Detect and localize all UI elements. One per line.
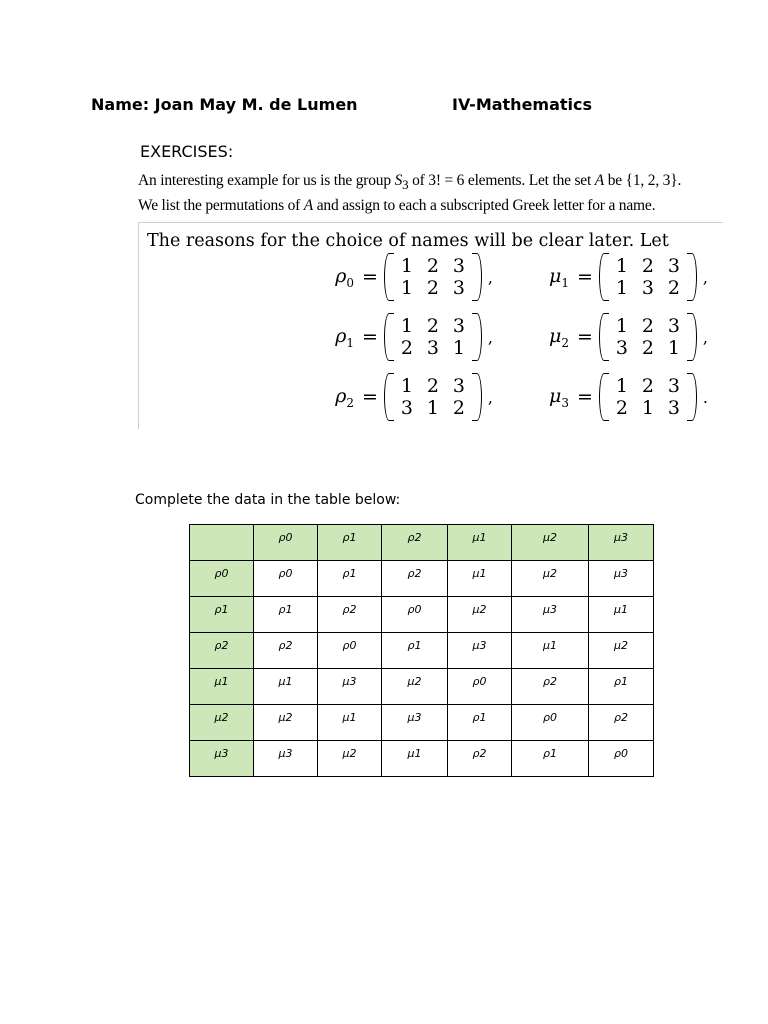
matrix-entry: 1 (400, 375, 413, 397)
table-cell: ρ1 (589, 669, 654, 705)
matrix-top-row (609, 375, 687, 397)
table-cell: ρ1 (318, 561, 382, 597)
matrix-entry: 1 (400, 277, 413, 299)
matrix-entry: 1 (641, 397, 654, 419)
matrix-entry: 3 (667, 375, 680, 397)
permutation-mu3 (519, 375, 708, 419)
table-cell: μ1 (512, 633, 589, 669)
permutation-matrix (599, 375, 697, 419)
matrix-entry: 3 (452, 315, 465, 337)
permutation-rho1 (304, 315, 493, 359)
permutation-symbol: $\rho_0$ (335, 264, 354, 290)
table-cell: μ3 (589, 561, 654, 597)
matrix-entry: 1 (615, 375, 628, 397)
table-cell: μ1 (254, 669, 318, 705)
permutations-excerpt (138, 222, 723, 429)
intro-paragraph (138, 170, 728, 216)
permutation-symbol: $\rho_1$ (335, 324, 354, 350)
excerpt-lead-text: The reasons for the choice of names will be clear later. Let (147, 231, 669, 251)
matrix-entry: 2 (426, 255, 439, 277)
table-cell: ρ1 (448, 705, 512, 741)
matrix-entry: 2 (426, 315, 439, 337)
permutation-symbol: $\mu_1$ (549, 264, 569, 290)
punctuation: , (487, 268, 494, 287)
matrix-bottom-row (609, 277, 687, 299)
matrix-entry: 3 (452, 375, 465, 397)
matrix-top-row (394, 255, 472, 277)
table-cell: μ2 (382, 669, 448, 705)
table-instruction: Complete the data in the table below: (135, 492, 401, 508)
table-cell: ρ2 (254, 633, 318, 669)
equals-sign: = (577, 266, 593, 288)
punctuation: . (702, 388, 709, 407)
permutation-symbol: $\mu_2$ (549, 324, 569, 350)
matrix-entry: 2 (452, 397, 465, 419)
matrix-entry: 3 (452, 255, 465, 277)
cayley-table (189, 524, 654, 777)
table-cell: ρ1 (512, 741, 589, 777)
matrix-entry: 1 (615, 315, 628, 337)
matrix-entry: 2 (667, 277, 680, 299)
permutation-mu2 (519, 315, 708, 359)
matrix-bottom-row (394, 337, 472, 359)
table-row (190, 561, 654, 597)
column-header: ρ2 (382, 525, 448, 561)
punctuation: , (487, 328, 494, 347)
matrix-entry: 3 (667, 255, 680, 277)
equals-sign: = (577, 326, 593, 348)
matrix-entry: 2 (641, 375, 654, 397)
matrix-entry: 1 (615, 255, 628, 277)
table-cell: μ3 (448, 633, 512, 669)
equals-sign: = (362, 386, 378, 408)
table-cell: μ1 (318, 705, 382, 741)
table-cell: ρ1 (382, 633, 448, 669)
student-name: Name: Joan May M. de Lumen (91, 95, 358, 114)
table-cell: μ2 (512, 561, 589, 597)
permutation-rho0 (304, 255, 493, 299)
column-header: μ3 (589, 525, 654, 561)
corner-cell (190, 525, 254, 561)
equals-sign: = (362, 326, 378, 348)
matrix-bottom-row (609, 397, 687, 419)
table-cell: ρ0 (318, 633, 382, 669)
table-row (190, 597, 654, 633)
table-cell: ρ0 (254, 561, 318, 597)
column-header: ρ0 (254, 525, 318, 561)
exercises-heading: EXERCISES: (140, 142, 234, 161)
intro-line-1: An interesting example for us is the group $S_3$ of 3! = 6 elements. Let the set A be {1, 2, 3}. (138, 172, 682, 193)
permutation-matrix (384, 375, 482, 419)
permutation-symbol: $\mu_3$ (549, 384, 569, 410)
intro-line-2: We list the permutations of A and assign to each a subscripted Greek letter for a name. (138, 197, 656, 215)
table-cell: μ3 (318, 669, 382, 705)
table-cell: ρ1 (254, 597, 318, 633)
column-header: μ1 (448, 525, 512, 561)
permutation-rho2 (304, 375, 493, 419)
table-row (190, 633, 654, 669)
table-cell: μ3 (254, 741, 318, 777)
matrix-entry: 1 (452, 337, 465, 359)
matrix-entry: 2 (426, 277, 439, 299)
matrix-bottom-row (394, 397, 472, 419)
matrix-entry: 3 (667, 315, 680, 337)
punctuation: , (487, 388, 494, 407)
table-header-row (190, 525, 654, 561)
table-row (190, 705, 654, 741)
punctuation: , (702, 268, 709, 287)
column-header: μ2 (512, 525, 589, 561)
equals-sign: = (577, 386, 593, 408)
table-cell: ρ0 (448, 669, 512, 705)
table-cell: ρ0 (512, 705, 589, 741)
table-cell: μ3 (382, 705, 448, 741)
table-cell: μ1 (382, 741, 448, 777)
matrix-entry: 3 (641, 277, 654, 299)
equals-sign: = (362, 266, 378, 288)
matrix-entry: 3 (452, 277, 465, 299)
table-cell: ρ2 (448, 741, 512, 777)
class-section: IV-Mathematics (452, 95, 593, 114)
table-cell: μ3 (512, 597, 589, 633)
table-cell: ρ2 (512, 669, 589, 705)
matrix-entry: 2 (426, 375, 439, 397)
row-header: μ2 (190, 705, 254, 741)
row-header: ρ1 (190, 597, 254, 633)
permutation-matrix (599, 315, 697, 359)
permutation-symbol: $\rho_2$ (335, 384, 354, 410)
permutation-matrix (384, 255, 482, 299)
matrix-entry: 1 (400, 315, 413, 337)
matrix-entry: 2 (400, 337, 413, 359)
column-header: ρ1 (318, 525, 382, 561)
matrix-entry: 2 (641, 255, 654, 277)
permutation-matrix (599, 255, 697, 299)
table-cell: μ2 (589, 633, 654, 669)
matrix-entry: 3 (667, 397, 680, 419)
table-row (190, 669, 654, 705)
row-header: ρ0 (190, 561, 254, 597)
table-cell: ρ0 (382, 597, 448, 633)
table-row (190, 741, 654, 777)
table-cell: ρ2 (318, 597, 382, 633)
matrix-top-row (394, 375, 472, 397)
permutation-mu1 (519, 255, 708, 299)
table-cell: μ2 (448, 597, 512, 633)
matrix-top-row (609, 315, 687, 337)
matrix-entry: 1 (426, 397, 439, 419)
table-cell: μ2 (254, 705, 318, 741)
matrix-entry: 1 (400, 255, 413, 277)
matrix-entry: 3 (615, 337, 628, 359)
table-cell: ρ2 (589, 705, 654, 741)
table-cell: ρ0 (589, 741, 654, 777)
table-cell: ρ2 (382, 561, 448, 597)
matrix-bottom-row (609, 337, 687, 359)
row-header: ρ2 (190, 633, 254, 669)
matrix-entry: 1 (615, 277, 628, 299)
punctuation: , (702, 328, 709, 347)
matrix-entry: 2 (641, 315, 654, 337)
matrix-entry: 2 (641, 337, 654, 359)
matrix-entry: 1 (667, 337, 680, 359)
row-header: μ1 (190, 669, 254, 705)
table-cell: μ1 (448, 561, 512, 597)
row-header: μ3 (190, 741, 254, 777)
matrix-entry: 3 (426, 337, 439, 359)
table-cell: μ1 (589, 597, 654, 633)
matrix-entry: 2 (615, 397, 628, 419)
table-cell: μ2 (318, 741, 382, 777)
matrix-entry: 3 (400, 397, 413, 419)
matrix-top-row (609, 255, 687, 277)
permutation-matrix (384, 315, 482, 359)
matrix-bottom-row (394, 277, 472, 299)
matrix-top-row (394, 315, 472, 337)
